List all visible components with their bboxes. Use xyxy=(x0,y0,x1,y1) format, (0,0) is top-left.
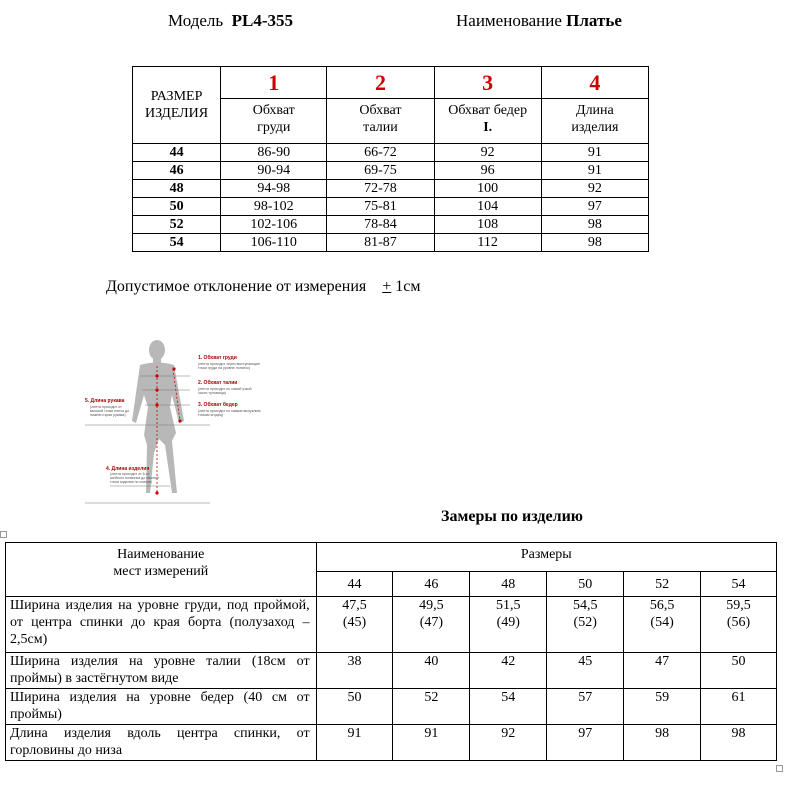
measurement-value: 38 xyxy=(347,654,362,669)
size-column-header: 46 xyxy=(393,572,470,597)
column-header-length: Длина изделия xyxy=(541,99,648,144)
measurement-cell xyxy=(393,725,470,761)
size-cell: 102-106 xyxy=(221,216,327,234)
size-table-corner xyxy=(133,67,221,144)
svg-text:части туловища): части туловища) xyxy=(198,391,226,395)
measurement-cell xyxy=(624,689,701,725)
measurement-label: Ширина изделия на уровне бедер (40 см от проймы) xyxy=(6,689,317,725)
size-cell: 81-87 xyxy=(327,234,434,252)
size-cell: 94-98 xyxy=(221,180,327,198)
size-chart-table xyxy=(132,66,649,252)
size-cell: 78-84 xyxy=(327,216,434,234)
measurement-value: 98 xyxy=(655,726,670,741)
measurement-value: 98 xyxy=(731,726,746,741)
measurement-value: (54) xyxy=(650,615,674,630)
measurement-value: 50 xyxy=(731,654,746,669)
table-anchor-mark xyxy=(0,531,7,538)
column-header-waist: Обхват талии xyxy=(327,99,434,144)
size-row-label: 52 xyxy=(133,216,221,234)
svg-text:(лента проходит от: (лента проходит от xyxy=(90,405,122,409)
measurement-cell xyxy=(701,725,777,761)
tolerance-text: Допустимое отклонение от измерения xyxy=(106,278,367,295)
measurement-cell xyxy=(470,689,547,725)
label-hips-title: 3. Обхват бедер xyxy=(198,402,238,408)
svg-text:точкам ягодиц): точкам ягодиц) xyxy=(198,413,223,417)
size-cell: 92 xyxy=(434,144,541,162)
measurement-cell xyxy=(316,689,393,725)
name-label: Наименование xyxy=(456,11,562,30)
size-cell: 86-90 xyxy=(221,144,327,162)
measurement-cell xyxy=(624,653,701,689)
column-number: 3 xyxy=(434,67,541,99)
svg-text:(лента проходит через выступаю: (лента проходит через выступающие xyxy=(198,362,261,366)
measurement-value: (49) xyxy=(496,615,520,630)
size-cell: 97 xyxy=(541,198,648,216)
size-column-header: 52 xyxy=(624,572,701,597)
measurement-cell xyxy=(624,725,701,761)
svg-text:(лента проходит по самым выпук: (лента проходит по самым выпуклым xyxy=(198,409,261,413)
size-column-header: 50 xyxy=(547,572,624,597)
svg-text:шейного позвонка до нижней: шейного позвонка до нижней xyxy=(110,476,159,480)
measurement-cell xyxy=(547,689,624,725)
size-row xyxy=(133,180,649,198)
measurement-cell xyxy=(547,597,624,653)
svg-text:(лента проходит от 6-го: (лента проходит от 6-го xyxy=(110,472,150,476)
garment-measurements-table xyxy=(5,542,777,761)
product-name-heading xyxy=(456,11,622,31)
measurement-label: Длина изделия вдоль центра спинки, от горловины до низа xyxy=(6,725,317,761)
label-length-title: 4. Длина изделия xyxy=(106,466,150,472)
measurement-value: 92 xyxy=(501,726,516,741)
measurements-title: Замеры по изделию xyxy=(441,508,584,525)
corner-line-1: РАЗМЕР xyxy=(150,89,203,104)
measurement-value: 91 xyxy=(424,726,439,741)
size-row xyxy=(133,144,649,162)
column-number: 2 xyxy=(327,67,434,99)
measurement-label: Ширина изделия на уровне груди, под проймой, от центра спинки до края борта (полузаход – 2,5см) xyxy=(6,597,317,653)
measurement-value: 42 xyxy=(501,654,516,669)
measurement-value: (45) xyxy=(342,615,367,630)
measurement-value: 59,5 xyxy=(726,598,751,613)
measurement-figure xyxy=(80,333,300,513)
column-header-hips: Обхват бедер I. xyxy=(434,99,541,144)
name-value: Платье xyxy=(566,11,622,30)
size-row xyxy=(133,216,649,234)
label-sleeve-title: 5. Длина рукава xyxy=(85,398,125,404)
measurement-cell xyxy=(316,653,393,689)
svg-text:точки груди на уровне лопаток): точки груди на уровне лопаток) xyxy=(198,366,251,370)
column-number: 1 xyxy=(221,67,327,99)
tolerance-value: 1см xyxy=(391,278,421,295)
label-chest-title: 1. Обхват груди xyxy=(198,355,237,361)
measurement-cell xyxy=(393,689,470,725)
measurement-value: 50 xyxy=(347,690,362,705)
size-cell: 90-94 xyxy=(221,162,327,180)
size-column-header: 48 xyxy=(470,572,547,597)
measurement-value: (47) xyxy=(419,615,444,630)
measurement-value: 51,5 xyxy=(496,598,521,613)
measurement-value: 49,5 xyxy=(419,598,444,613)
measurement-row xyxy=(6,725,777,761)
size-cell: 72-78 xyxy=(327,180,434,198)
size-cell: 75-81 xyxy=(327,198,434,216)
sizes-header: Размеры xyxy=(316,543,776,572)
size-row xyxy=(133,198,649,216)
size-cell: 104 xyxy=(434,198,541,216)
size-cell: 98 xyxy=(541,234,648,252)
measurement-cell xyxy=(470,597,547,653)
measurement-cell xyxy=(624,597,701,653)
size-row-label: 54 xyxy=(133,234,221,252)
size-table-body xyxy=(133,144,649,252)
size-cell: 91 xyxy=(541,162,648,180)
size-cell: 100 xyxy=(434,180,541,198)
svg-text:нижнего края рукава): нижнего края рукава) xyxy=(90,413,126,417)
size-cell: 91 xyxy=(541,144,648,162)
place-header: Наименование мест измерений xyxy=(6,543,317,597)
size-row-label: 46 xyxy=(133,162,221,180)
svg-text:точки изделия по спинке): точки изделия по спинке) xyxy=(110,480,153,484)
measurement-value: 59 xyxy=(655,690,670,705)
size-table-header-numbers xyxy=(133,67,649,99)
size-cell: 106-110 xyxy=(221,234,327,252)
measurements-header-row xyxy=(6,543,777,572)
model-label: Модель xyxy=(168,11,224,30)
measurement-cell xyxy=(470,725,547,761)
measurement-cell xyxy=(547,653,624,689)
tolerance-plus-minus: + xyxy=(382,278,392,295)
measurement-value: 61 xyxy=(731,690,746,705)
label-waist-title: 2. Обхват талии xyxy=(198,380,238,386)
model-value: PL4-355 xyxy=(231,11,294,30)
measurement-cell xyxy=(701,653,777,689)
size-row xyxy=(133,162,649,180)
measurement-label: Ширина изделия на уровне талии (18см от проймы) в застёгнутом виде xyxy=(6,653,317,689)
size-cell: 96 xyxy=(434,162,541,180)
size-row-label: 48 xyxy=(133,180,221,198)
measurement-value: 52 xyxy=(424,690,439,705)
size-cell: 69-75 xyxy=(327,162,434,180)
measurement-value: 54,5 xyxy=(572,598,598,613)
size-cell: 98-102 xyxy=(221,198,327,216)
measurement-cell xyxy=(547,725,624,761)
measurement-cell xyxy=(316,725,393,761)
measurement-cell xyxy=(470,653,547,689)
measurement-value: 56,5 xyxy=(649,598,675,613)
measurement-cell xyxy=(701,597,777,653)
size-cell: 92 xyxy=(541,180,648,198)
model-heading xyxy=(168,11,293,31)
measurement-value: (52) xyxy=(573,615,597,630)
size-row-label: 50 xyxy=(133,198,221,216)
svg-text:(лента проходит по самой узкой: (лента проходит по самой узкой xyxy=(198,387,252,391)
measurement-row xyxy=(6,653,777,689)
column-number: 4 xyxy=(541,67,648,99)
measurement-value: 47,5 xyxy=(342,598,367,613)
column-header-chest: Обхват груди xyxy=(221,99,327,144)
measurement-cell xyxy=(393,653,470,689)
size-cell: 66-72 xyxy=(327,144,434,162)
size-cell: 108 xyxy=(434,216,541,234)
measurement-value: 91 xyxy=(347,726,362,741)
measurement-value: (56) xyxy=(726,615,751,630)
svg-text:высшей точки плеча до: высшей точки плеча до xyxy=(90,409,130,413)
size-column-header: 44 xyxy=(316,572,393,597)
table-resize-mark xyxy=(776,765,783,772)
size-row-label: 44 xyxy=(133,144,221,162)
size-column-header: 54 xyxy=(701,572,777,597)
measurement-value: 47 xyxy=(655,654,670,669)
size-cell: 112 xyxy=(434,234,541,252)
size-cell: 98 xyxy=(541,216,648,234)
corner-line-2: ИЗДЕЛИЯ xyxy=(145,106,209,121)
measurement-cell xyxy=(316,597,393,653)
measurement-row xyxy=(6,689,777,725)
measurement-value: 40 xyxy=(424,654,439,669)
measurement-value: 97 xyxy=(578,726,593,741)
measurement-row xyxy=(6,597,777,653)
measurement-value: 54 xyxy=(501,690,516,705)
measurement-value: 57 xyxy=(578,690,593,705)
measurement-cell xyxy=(393,597,470,653)
measurement-cell xyxy=(701,689,777,725)
tolerance-note xyxy=(106,278,421,296)
measurement-value: 45 xyxy=(578,654,593,669)
measurements-body xyxy=(6,597,777,761)
size-row xyxy=(133,234,649,252)
